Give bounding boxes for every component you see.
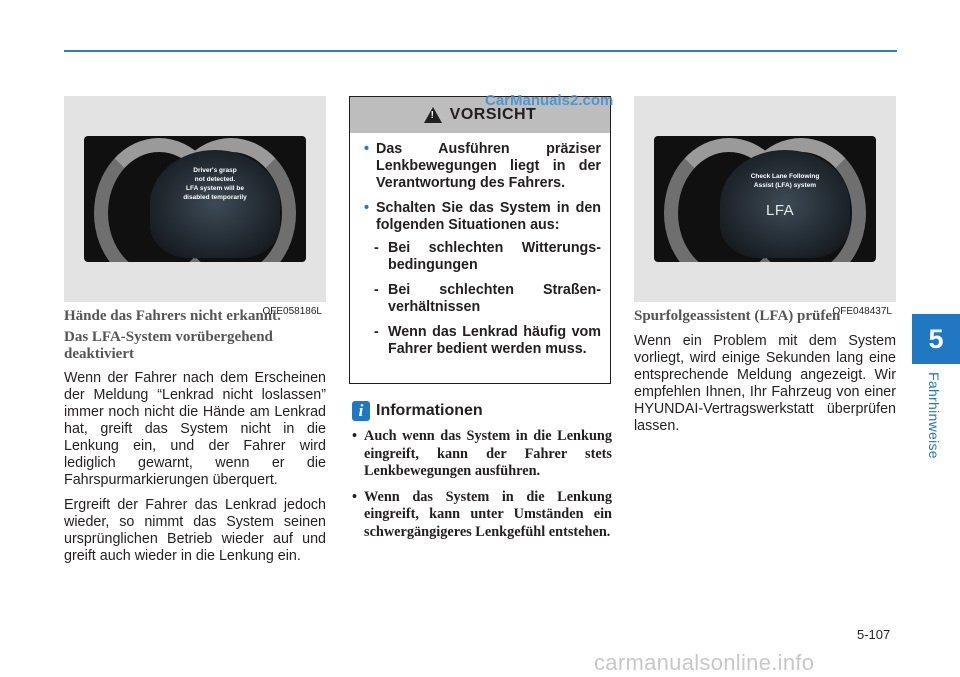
cluster-screen bbox=[654, 136, 876, 262]
figure-code: OFE058186L bbox=[262, 306, 322, 317]
caution-body bbox=[350, 133, 610, 358]
caution-subitem: - Bei schlechten Witterungs-bedingungen bbox=[374, 240, 601, 273]
caution-subitem: - Wenn das Lenkrad häufig vom Fahrer bedient werden muss. bbox=[374, 324, 601, 357]
chapter-number-tab[interactable]: 5 bbox=[912, 314, 960, 364]
cluster-screen bbox=[84, 136, 306, 262]
figure-code: OFE048437L bbox=[832, 306, 892, 317]
caution-bullet: • Schalten Sie das System in den folgenden Situationen aus: bbox=[364, 200, 601, 234]
info-body bbox=[352, 428, 612, 549]
caution-title: VORSICHT bbox=[449, 106, 537, 123]
heading-hands-not-detected: Hände das Fahrers nicht erkannt. bbox=[64, 308, 281, 324]
info-title: Informationen bbox=[376, 402, 483, 419]
right-body-text: Wenn ein Problem mit dem System vorliegt, wird einige Sekunden lang eine entsprechende Meldung angezeigt. Wir empfehlen Ihnen, Ihr Fahrzeug von einer HYUNDAI-Vertragswerkstatt überprüfen lassen. bbox=[634, 333, 896, 434]
info-bullet: • Auch wenn das System in die Lenkung eingreift, kann der Fahrer stets Lenkbewegungen ausführen. bbox=[352, 428, 612, 481]
left-body-text bbox=[64, 370, 326, 573]
chapter-label: Fahrhinweise bbox=[926, 372, 942, 459]
header-rule bbox=[64, 50, 897, 52]
heading-check-lfa: Spurfolgeassistent (LFA) prüfen bbox=[634, 308, 841, 324]
caution-bullet: • Das Ausführen präziser Lenkbewegungen liegt in der Verantwortung des Fahrers. bbox=[364, 141, 601, 192]
watermark-bottom[interactable]: carmanualsonline.info bbox=[594, 650, 815, 675]
info-bullet: • Wenn das System in die Lenkung eingreift, kann unter Umständen ein schwergängigeres Lenkgefühl entstehen. bbox=[352, 489, 612, 542]
caution-subitem: - Bei schlechten Straßen-verhältnissen bbox=[374, 282, 601, 315]
warning-triangle-icon: ! bbox=[424, 107, 442, 123]
info-header bbox=[352, 401, 483, 421]
cluster-message: Driver's grasp not detected. LFA system will be disabled temporarily bbox=[183, 167, 247, 201]
page-number: 5-107 bbox=[857, 627, 891, 642]
info-icon: i bbox=[352, 401, 370, 421]
heading-lfa-disabled: Das LFA-System vorübergehend deaktiviert bbox=[64, 329, 273, 362]
paragraph: Ergreift der Fahrer das Lenkrad jedoch wieder, so nimmt das System seinen ursprünglichen Betrieb wieder auf und greift auch wieder in die Lenkung ein. bbox=[64, 497, 326, 564]
paragraph: Wenn der Fahrer nach dem Erscheinen der Meldung “Lenkrad nicht loslassen” immer noch nicht die Hände am Lenkrad hat, greift das System nicht in die Lenkung ein, und der Fahrer wird lediglich gewarnt, wenn er die Fahrspurmarkierungen überquert. bbox=[64, 370, 326, 488]
cluster-message: Check Lane Following Assist (LFA) system bbox=[750, 173, 820, 189]
lfa-indicator: LFA bbox=[766, 202, 795, 219]
caution-box bbox=[349, 96, 611, 384]
watermark-top[interactable]: CarManuals2.com bbox=[485, 92, 614, 109]
